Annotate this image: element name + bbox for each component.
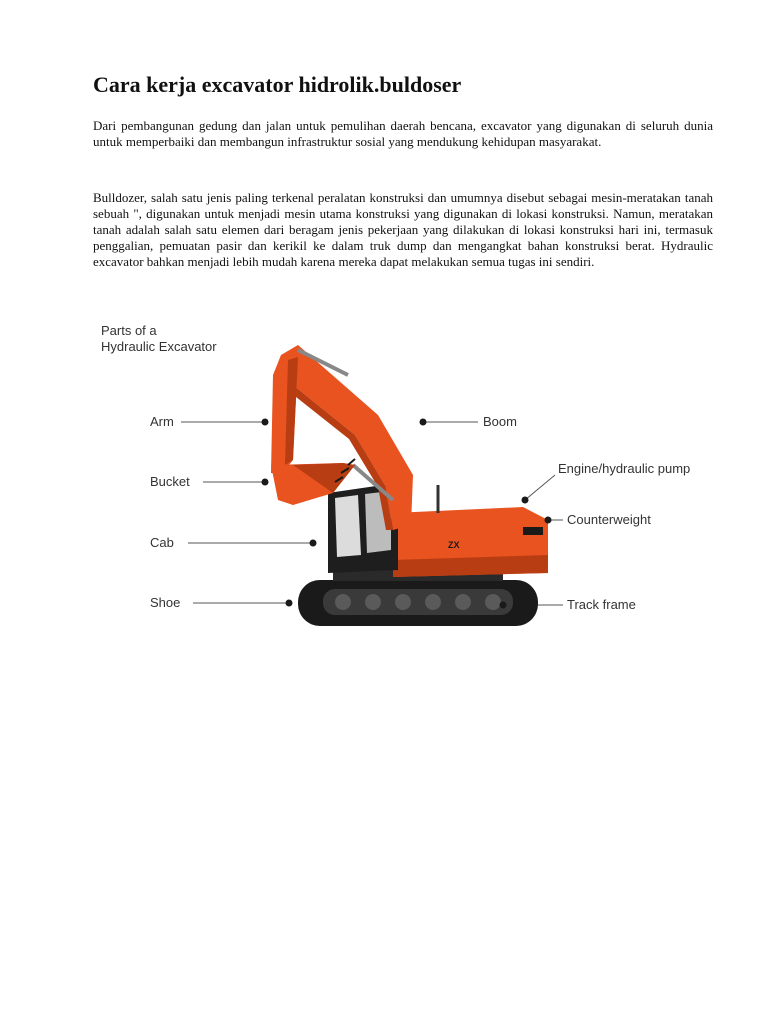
engine-dot (522, 497, 529, 504)
label-cab: Cab (150, 535, 174, 550)
label-arm: Arm (150, 414, 174, 429)
label-boom: Boom (483, 414, 517, 429)
label-counterweight: Counterweight (567, 512, 651, 527)
track-frame-shape (323, 589, 513, 615)
label-shoe: Shoe (150, 595, 181, 610)
shoe-dot (286, 600, 293, 607)
arm-dot (262, 419, 269, 426)
cab-dot (310, 540, 317, 547)
boom-dot (420, 419, 427, 426)
engine-leader-line (525, 475, 555, 500)
label-track-frame: Track frame (567, 597, 636, 612)
paragraph-bulldozer: Bulldozer, salah satu jenis paling terkenal peralatan konstruksi dan umumnya disebut sebagai mesin-meratakan tanah sebuah ", digunakan untuk menjadi mesin utama konstruksi yang digunakan di lokasi konstruksi. Namun, meratakan tanah adalah salah satu elemen dari beragam jenis pekerjaan yang dilakukan di lokasi konstruksi hari ini, termasuk penggalian, pemuatan pasir dan kerikil ke dalam truk dump dan mengangkat bahan konstruksi berat. Hydraulic excavator bahkan menjadi lebih mudah karena mereka dapat melakukan semua tugas ini sendiri. (93, 190, 713, 269)
diagram-title-line-1: Parts of a (101, 323, 157, 338)
model-badge-mark: ZX (448, 540, 460, 550)
counterweight-dot (545, 517, 552, 524)
label-bucket: Bucket (150, 474, 190, 489)
rear-logo-mark (523, 527, 543, 535)
document-title: Cara kerja excavator hidrolik.buldoser (93, 72, 462, 97)
track-frame-dot (500, 602, 507, 609)
label-engine-hydraulic-pump: Engine/hydraulic pump (558, 461, 691, 476)
diagram-title-line-2: Hydraulic Excavator (101, 339, 217, 354)
excavator-diagram (93, 315, 713, 640)
paragraph-intro: Dari pembangunan gedung dan jalan untuk pemulihan daerah bencana, excavator yang digunakan di seluruh dunia untuk memperbaiki dan membangun infrastruktur sosial yang mendukung kehidupan masyarakat. (93, 118, 713, 149)
bucket-dot (262, 479, 269, 486)
